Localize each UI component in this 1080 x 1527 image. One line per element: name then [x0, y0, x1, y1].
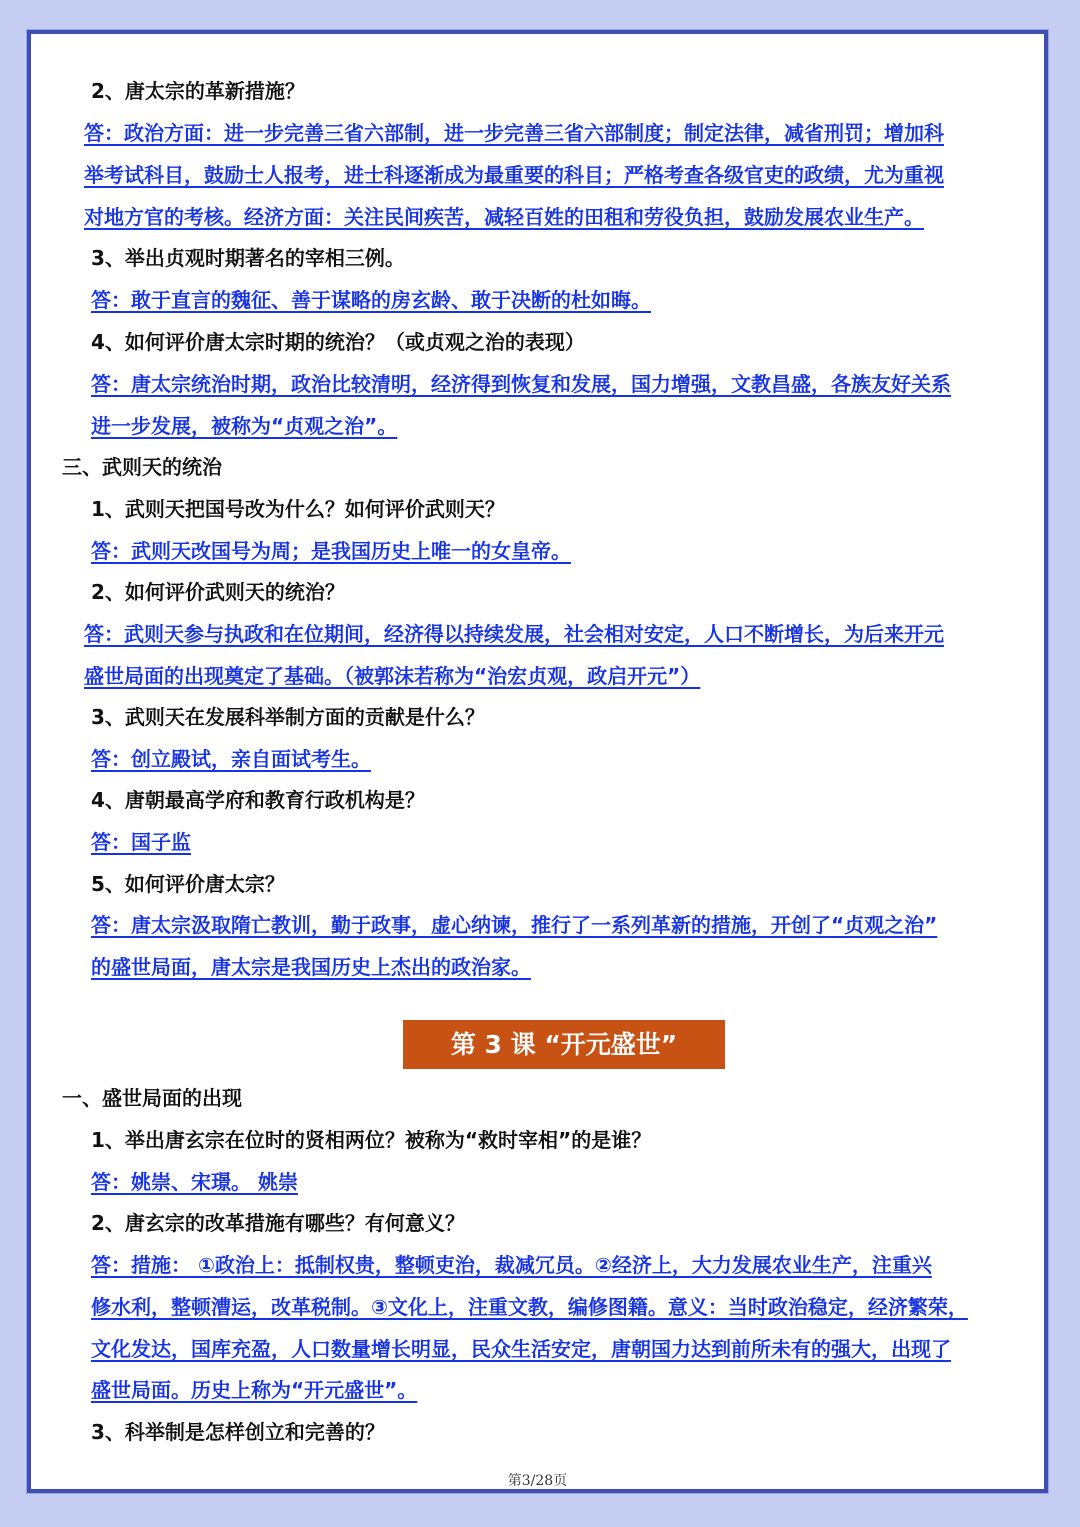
answer-line: 答：唐太宗汲取隋亡教训，勤于政事，虚心纳谏，推行了一系列革新的措施，开创了“贞观之治”	[91, 913, 938, 937]
question-line: 3、举出贞观时期著名的宰相三例。	[91, 246, 405, 270]
section-heading: 一、盛世局面的出现	[62, 1086, 242, 1110]
page-number: 第3/28页	[507, 1473, 568, 1489]
answer-line: 对地方官的考核。经济方面：关注民间疾苦，减轻百姓的田租和劳役负担，鼓励发展农业生产。	[84, 205, 924, 229]
answer-line: 的盛世局面，唐太宗是我国历史上杰出的政治家。	[91, 955, 531, 979]
page-frame	[27, 30, 1048, 1493]
answer-line: 答：武则天改国号为周；是我国历史上唯一的女皇帝。	[91, 539, 571, 563]
answer-line: 答：姚崇、宋璟。 姚崇	[91, 1170, 298, 1194]
answer-line: 答：国子监	[91, 830, 191, 854]
answer-line: 答：唐太宗统治时期，政治比较清明，经济得到恢复和发展，国力增强，文教昌盛，各族友好关系	[91, 372, 951, 396]
question-line: 1、举出唐玄宗在位时的贤相两位？被称为“救时宰相”的是谁？	[91, 1128, 652, 1152]
question-line: 3、科举制是怎样创立和完善的？	[91, 1420, 385, 1444]
answer-line: 盛世局面。历史上称为“开元盛世”。	[91, 1378, 418, 1402]
answer-line: 进一步发展，被称为“贞观之治”。	[91, 414, 398, 438]
answer-line: 修水利，整顿漕运，改革税制。③文化上，注重文教，编修图籍。意义：当时政治稳定，经济繁荣，	[91, 1295, 968, 1319]
question-line: 3、武则天在发展科举制方面的贡献是什么？	[91, 705, 485, 729]
question-line: 2、唐太宗的革新措施？	[91, 79, 305, 103]
answer-line: 盛世局面的出现奠定了基础。（被郭沫若称为“治宏贞观，政启开元”）	[84, 664, 701, 688]
page-content	[31, 34, 1044, 1489]
answer-line: 答：创立殿试，亲自面试考生。	[91, 747, 371, 771]
question-line: 1、武则天把国号改为什么？如何评价武则天？	[91, 497, 505, 521]
question-line: 4、唐朝最高学府和教育行政机构是？	[91, 788, 425, 812]
question-line: 2、唐玄宗的改革措施有哪些？有何意义？	[91, 1211, 465, 1235]
answer-line: 答：政治方面：进一步完善三省六部制，进一步完善三省六部制度；制定法律，减省刑罚；增加科	[84, 121, 944, 145]
lesson-title-banner: 第 3 课 “开元盛世”	[403, 1020, 725, 1069]
answer-line: 答：武则天参与执政和在位期间，经济得以持续发展，社会相对安定，人口不断增长，为后来开元	[84, 622, 944, 646]
answer-line: 答：敢于直言的魏征、善于谋略的房玄龄、敢于决断的杜如晦。	[91, 288, 651, 312]
answer-line: 举考试科目，鼓励士人报考，进士科逐渐成为最重要的科目；严格考查各级官吏的政绩，尤为重视	[84, 163, 944, 187]
answer-line: 答：措施： ①政治上：抵制权贵，整顿吏治，裁减冗员。②经济上，大力发展农业生产，注重兴	[91, 1253, 932, 1277]
question-line: 2、如何评价武则天的统治？	[91, 580, 345, 604]
question-line: 5、如何评价唐太宗？	[91, 872, 285, 896]
question-line: 4、如何评价唐太宗时期的统治？（或贞观之治的表现）	[91, 330, 585, 354]
section-heading: 三、武则天的统治	[62, 455, 222, 479]
answer-line: 文化发达，国库充盈，人口数量增长明显，民众生活安定，唐朝国力达到前所未有的强大，出现了	[91, 1337, 951, 1361]
